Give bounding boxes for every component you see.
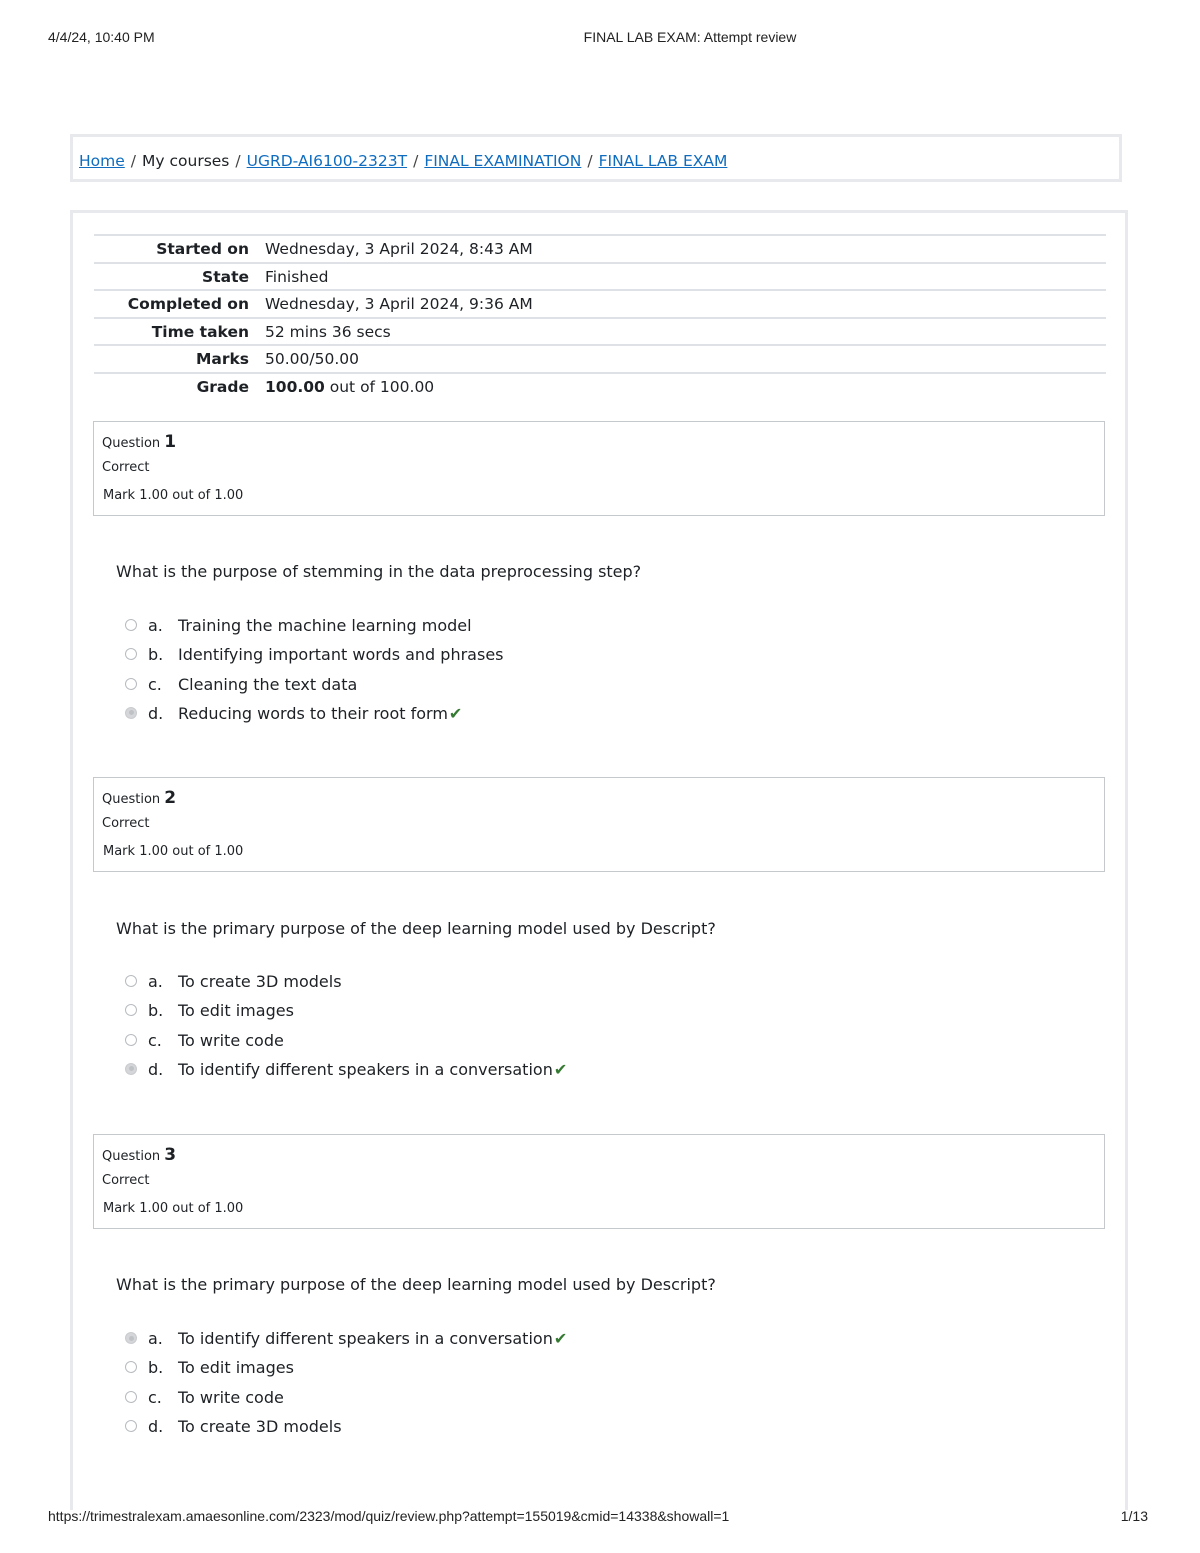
summary-label: Completed on — [127, 295, 249, 313]
answer-text: Identifying important words and phrases — [178, 645, 504, 665]
breadcrumb — [70, 134, 1122, 182]
answer-letter: a. — [148, 616, 163, 635]
answer-text: To identify different speakers in a conversation✔ — [178, 1059, 568, 1079]
question-mark: Mark 1.00 out of 1.00 — [103, 488, 244, 503]
correct-check-icon: ✔ — [553, 1329, 568, 1348]
answer-letter: d. — [148, 1059, 164, 1079]
question-state: Correct — [102, 816, 150, 831]
summary-row-marks — [94, 344, 1106, 372]
answer-option[interactable] — [124, 996, 824, 1025]
summary-row-grade — [94, 372, 1106, 402]
summary-value: 52 mins 36 secs — [265, 322, 391, 341]
summary-row-state — [94, 262, 1106, 290]
answer-option[interactable] — [124, 1383, 824, 1412]
radio-button[interactable] — [125, 975, 137, 987]
answer-option[interactable] — [124, 1412, 824, 1441]
summary-value: Wednesday, 3 April 2024, 9:36 AM — [265, 295, 533, 313]
breadcrumb-course-link[interactable]: UGRD-AI6100-2323T — [246, 152, 408, 170]
summary-label: Time taken — [151, 322, 249, 341]
summary-label: Marks — [195, 350, 249, 368]
answer-option-selected[interactable] — [124, 1324, 824, 1353]
answer-option-selected[interactable] — [124, 699, 824, 728]
answer-option[interactable] — [124, 611, 824, 640]
answer-text: To write code — [178, 1387, 284, 1407]
question-info-box — [93, 777, 1105, 872]
radio-button-checked[interactable] — [125, 707, 137, 719]
summary-label: Started on — [156, 240, 249, 258]
answer-letter: b. — [148, 1001, 164, 1021]
question-state: Correct — [102, 1173, 150, 1188]
question-number: Question 2 — [102, 788, 177, 808]
radio-button-checked[interactable] — [125, 1332, 137, 1344]
summary-row-started-on — [94, 234, 1106, 262]
answer-letter: a. — [148, 1329, 163, 1348]
answer-text: Cleaning the text data — [178, 674, 358, 694]
summary-row-completed-on — [94, 289, 1106, 317]
grade-out-of: out of 100.00 — [324, 377, 435, 396]
answer-list — [124, 1324, 824, 1441]
radio-button[interactable] — [125, 1391, 137, 1403]
print-header — [0, 29, 1200, 49]
answer-letter: d. — [148, 703, 164, 723]
print-page-title: FINAL LAB EXAM: Attempt review — [583, 29, 797, 45]
radio-button[interactable] — [125, 1034, 137, 1046]
answer-text: To create 3D models — [178, 1416, 342, 1436]
answer-list — [124, 967, 824, 1084]
radio-button[interactable] — [125, 678, 137, 690]
radio-button[interactable] — [125, 619, 137, 631]
radio-button[interactable] — [125, 1004, 137, 1016]
print-page-number: 1/13 — [1120, 1508, 1148, 1524]
radio-button-checked[interactable] — [125, 1063, 137, 1075]
breadcrumb-my-courses: My courses — [142, 152, 230, 170]
breadcrumb-section-link[interactable]: FINAL EXAMINATION — [424, 152, 582, 170]
print-datetime: 4/4/24, 10:40 PM — [48, 29, 155, 45]
summary-value: 50.00/50.00 — [265, 350, 359, 368]
answer-option[interactable] — [124, 670, 824, 699]
answer-option[interactable] — [124, 967, 824, 996]
answer-letter: d. — [148, 1416, 164, 1436]
answer-letter: a. — [148, 972, 163, 991]
question-number: Question 3 — [102, 1145, 177, 1165]
radio-button[interactable] — [125, 648, 137, 660]
breadcrumb-separator: / — [235, 152, 241, 170]
breadcrumb-separator: / — [130, 152, 137, 170]
answer-letter: c. — [148, 1387, 162, 1407]
answer-text: Training the machine learning model — [178, 616, 472, 635]
answer-list — [124, 611, 824, 728]
breadcrumb-separator: / — [587, 152, 593, 170]
answer-text: To create 3D models — [178, 972, 342, 991]
breadcrumb-separator: / — [413, 152, 419, 170]
attempt-summary-table — [94, 234, 1106, 402]
question-info-box — [93, 1134, 1105, 1229]
answer-letter: b. — [148, 1358, 164, 1378]
answer-text: To edit images — [178, 1358, 294, 1378]
print-url: https://trimestralexam.amaesonline.com/2323/mod/quiz/review.php?attempt=155019&cmid=14338&showall=1 — [48, 1508, 730, 1524]
breadcrumb-activity-link[interactable]: FINAL LAB EXAM — [598, 152, 728, 170]
question-text: What is the primary purpose of the deep learning model used by Descript? — [116, 919, 716, 938]
question-text: What is the purpose of stemming in the data preprocessing step? — [116, 562, 642, 581]
radio-button[interactable] — [125, 1361, 137, 1373]
answer-letter: c. — [148, 674, 162, 694]
correct-check-icon: ✔ — [553, 1059, 568, 1079]
summary-value: Finished — [265, 267, 329, 286]
question-mark: Mark 1.00 out of 1.00 — [103, 844, 244, 859]
question-info-box — [93, 421, 1105, 516]
summary-value: Wednesday, 3 April 2024, 8:43 AM — [265, 240, 533, 258]
breadcrumb-home-link[interactable]: Home — [79, 152, 125, 170]
summary-value — [265, 374, 434, 400]
answer-text: Reducing words to their root form✔ — [178, 703, 463, 723]
answer-letter: c. — [148, 1030, 162, 1050]
answer-text: To identify different speakers in a conversation✔ — [178, 1329, 568, 1348]
question-state: Correct — [102, 460, 150, 475]
summary-label: State — [202, 267, 249, 286]
answer-option[interactable] — [124, 1353, 824, 1382]
summary-label: Grade — [196, 377, 249, 396]
answer-option[interactable] — [124, 640, 824, 669]
grade-score: 100.00 — [265, 377, 325, 396]
question-text: What is the primary purpose of the deep learning model used by Descript? — [116, 1275, 716, 1294]
question-number: Question 1 — [102, 432, 177, 452]
answer-text: To write code — [178, 1030, 284, 1050]
question-mark: Mark 1.00 out of 1.00 — [103, 1201, 244, 1216]
answer-option[interactable] — [124, 1026, 824, 1055]
answer-option-selected[interactable] — [124, 1055, 824, 1084]
answer-text: To edit images — [178, 1001, 294, 1021]
print-footer — [0, 1508, 1200, 1528]
answer-letter: b. — [148, 645, 164, 665]
summary-row-time-taken — [94, 317, 1106, 345]
radio-button[interactable] — [125, 1420, 137, 1432]
correct-check-icon: ✔ — [448, 703, 463, 723]
